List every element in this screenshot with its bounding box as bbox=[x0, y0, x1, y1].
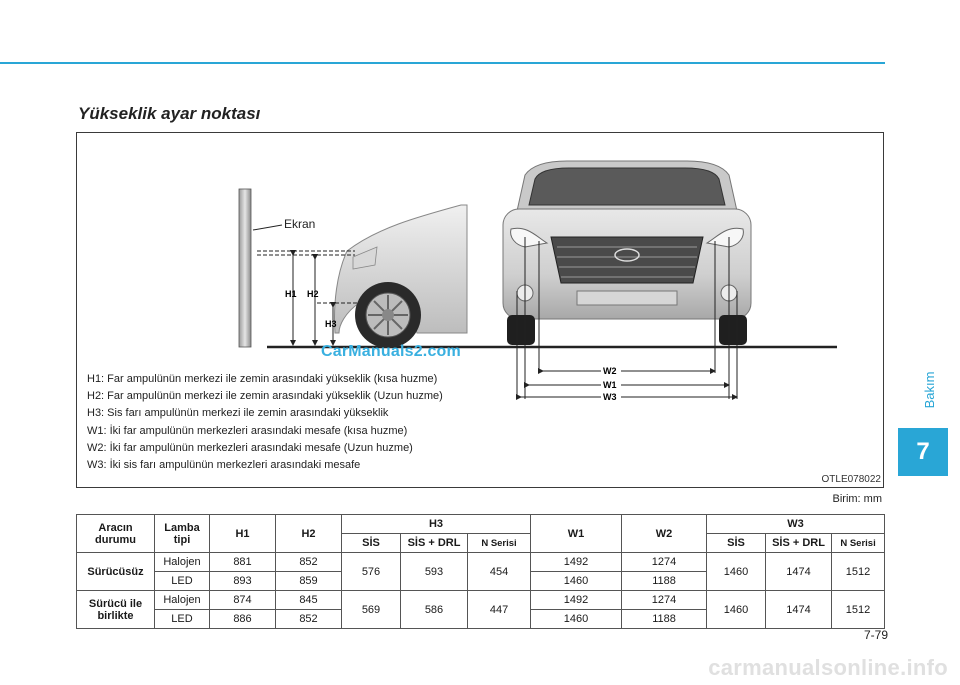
section-label: Bakım bbox=[922, 371, 937, 409]
w1-cell: 1460 bbox=[531, 572, 622, 591]
unit-note: Birim: mm bbox=[832, 493, 882, 505]
headlight-aiming-figure bbox=[76, 132, 884, 488]
table-row bbox=[77, 553, 885, 572]
h2-cell: 859 bbox=[276, 572, 342, 591]
condition-cell: Sürücüsüz bbox=[77, 553, 155, 591]
w3-sis-drl-cell: 1474 bbox=[766, 591, 832, 629]
footer-watermark: carmanualsonline.info bbox=[708, 655, 948, 680]
w1-cell: 1460 bbox=[531, 610, 622, 629]
w2-cell: 1188 bbox=[622, 610, 707, 629]
subheader-n-series: N Serisi bbox=[468, 534, 531, 553]
screen-label: Ekran bbox=[284, 217, 316, 231]
subheader-sis-drl: SİS + DRL bbox=[766, 534, 832, 553]
w3-sis-drl-cell: 1474 bbox=[766, 553, 832, 591]
lamp-cell: Halojen bbox=[155, 591, 210, 610]
h2-label: H2 bbox=[307, 289, 319, 299]
h2-cell: 852 bbox=[276, 553, 342, 572]
header-h2: H2 bbox=[276, 515, 342, 553]
w1-label: W1 bbox=[603, 380, 617, 390]
header-h1: H1 bbox=[210, 515, 276, 553]
h1-cell: 874 bbox=[210, 591, 276, 610]
legend-item: H1: Far ampulünün merkezi ile zemin arasındaki yükseklik (kısa huzme) bbox=[87, 373, 438, 385]
w3-sis-cell: 1460 bbox=[707, 553, 766, 591]
header-h3: H3 bbox=[342, 515, 531, 534]
h3-sis-cell: 576 bbox=[342, 553, 401, 591]
h3-sis-drl-cell: 593 bbox=[401, 553, 468, 591]
w3-label: W3 bbox=[603, 392, 617, 402]
header-condition: Aracın durumu bbox=[77, 515, 155, 553]
screen-wall bbox=[239, 189, 251, 347]
w1-cell: 1492 bbox=[531, 553, 622, 572]
w2-cell: 1274 bbox=[622, 553, 707, 572]
w3-n-series-cell: 1512 bbox=[832, 553, 885, 591]
w1-cell: 1492 bbox=[531, 591, 622, 610]
front-vehicle bbox=[503, 161, 751, 345]
table-row bbox=[77, 591, 885, 610]
legend-item: H2: Far ampulünün merkezi ile zemin arasındaki yükseklik (Uzun huzme) bbox=[87, 390, 443, 403]
h3-n-series-cell: 454 bbox=[468, 553, 531, 591]
h1-cell: 881 bbox=[210, 553, 276, 572]
header-w2: W2 bbox=[622, 515, 707, 553]
lamp-cell: Halojen bbox=[155, 553, 210, 572]
figure-legend bbox=[87, 371, 443, 474]
page-number: 7-79 bbox=[863, 628, 888, 642]
chapter-number-badge: 7 bbox=[898, 428, 948, 476]
figure-code: OTLE078022 bbox=[821, 474, 881, 485]
h2-cell: 845 bbox=[276, 591, 342, 610]
h1-label: H1 bbox=[285, 289, 297, 299]
watermark: CarManuals2.com bbox=[321, 343, 461, 360]
header-w1: W1 bbox=[531, 515, 622, 553]
lamp-cell: LED bbox=[155, 610, 210, 629]
top-rule bbox=[0, 62, 885, 64]
aiming-spec-table bbox=[76, 514, 885, 629]
lamp-cell: LED bbox=[155, 572, 210, 591]
h2-cell: 852 bbox=[276, 610, 342, 629]
subheader-sis: SİS bbox=[707, 534, 766, 553]
w3-n-series-cell: 1512 bbox=[832, 591, 885, 629]
legend-item: W2: İki far ampulünün merkezleri arasındaki mesafe (Uzun huzme) bbox=[87, 441, 413, 454]
h3-label: H3 bbox=[325, 319, 337, 329]
header-lamp-type: Lamba tipi bbox=[155, 515, 210, 553]
legend-item: H3: Sis farı ampulünün merkezi ile zemin arasındaki yükseklik bbox=[87, 407, 389, 420]
condition-cell: Sürücü ile birlikte bbox=[77, 591, 155, 629]
w3-sis-cell: 1460 bbox=[707, 591, 766, 629]
h1-cell: 886 bbox=[210, 610, 276, 629]
h1-cell: 893 bbox=[210, 572, 276, 591]
subheader-sis-drl: SİS + DRL bbox=[401, 534, 468, 553]
h3-sis-drl-cell: 586 bbox=[401, 591, 468, 629]
section-title: Yükseklik ayar noktası bbox=[78, 104, 261, 123]
h3-sis-cell: 569 bbox=[342, 591, 401, 629]
w2-label: W2 bbox=[603, 366, 617, 376]
w2-cell: 1188 bbox=[622, 572, 707, 591]
legend-item: W1: İki far ampulünün merkezleri arasındaki mesafe (kısa huzme) bbox=[87, 424, 408, 437]
legend-item: W3: İki sis farı ampulünün merkezleri arasındaki mesafe bbox=[87, 459, 361, 472]
subheader-n-series: N Serisi bbox=[832, 534, 885, 553]
h3-n-series-cell: 447 bbox=[468, 591, 531, 629]
header-w3: W3 bbox=[707, 515, 885, 534]
subheader-sis: SİS bbox=[342, 534, 401, 553]
w2-cell: 1274 bbox=[622, 591, 707, 610]
